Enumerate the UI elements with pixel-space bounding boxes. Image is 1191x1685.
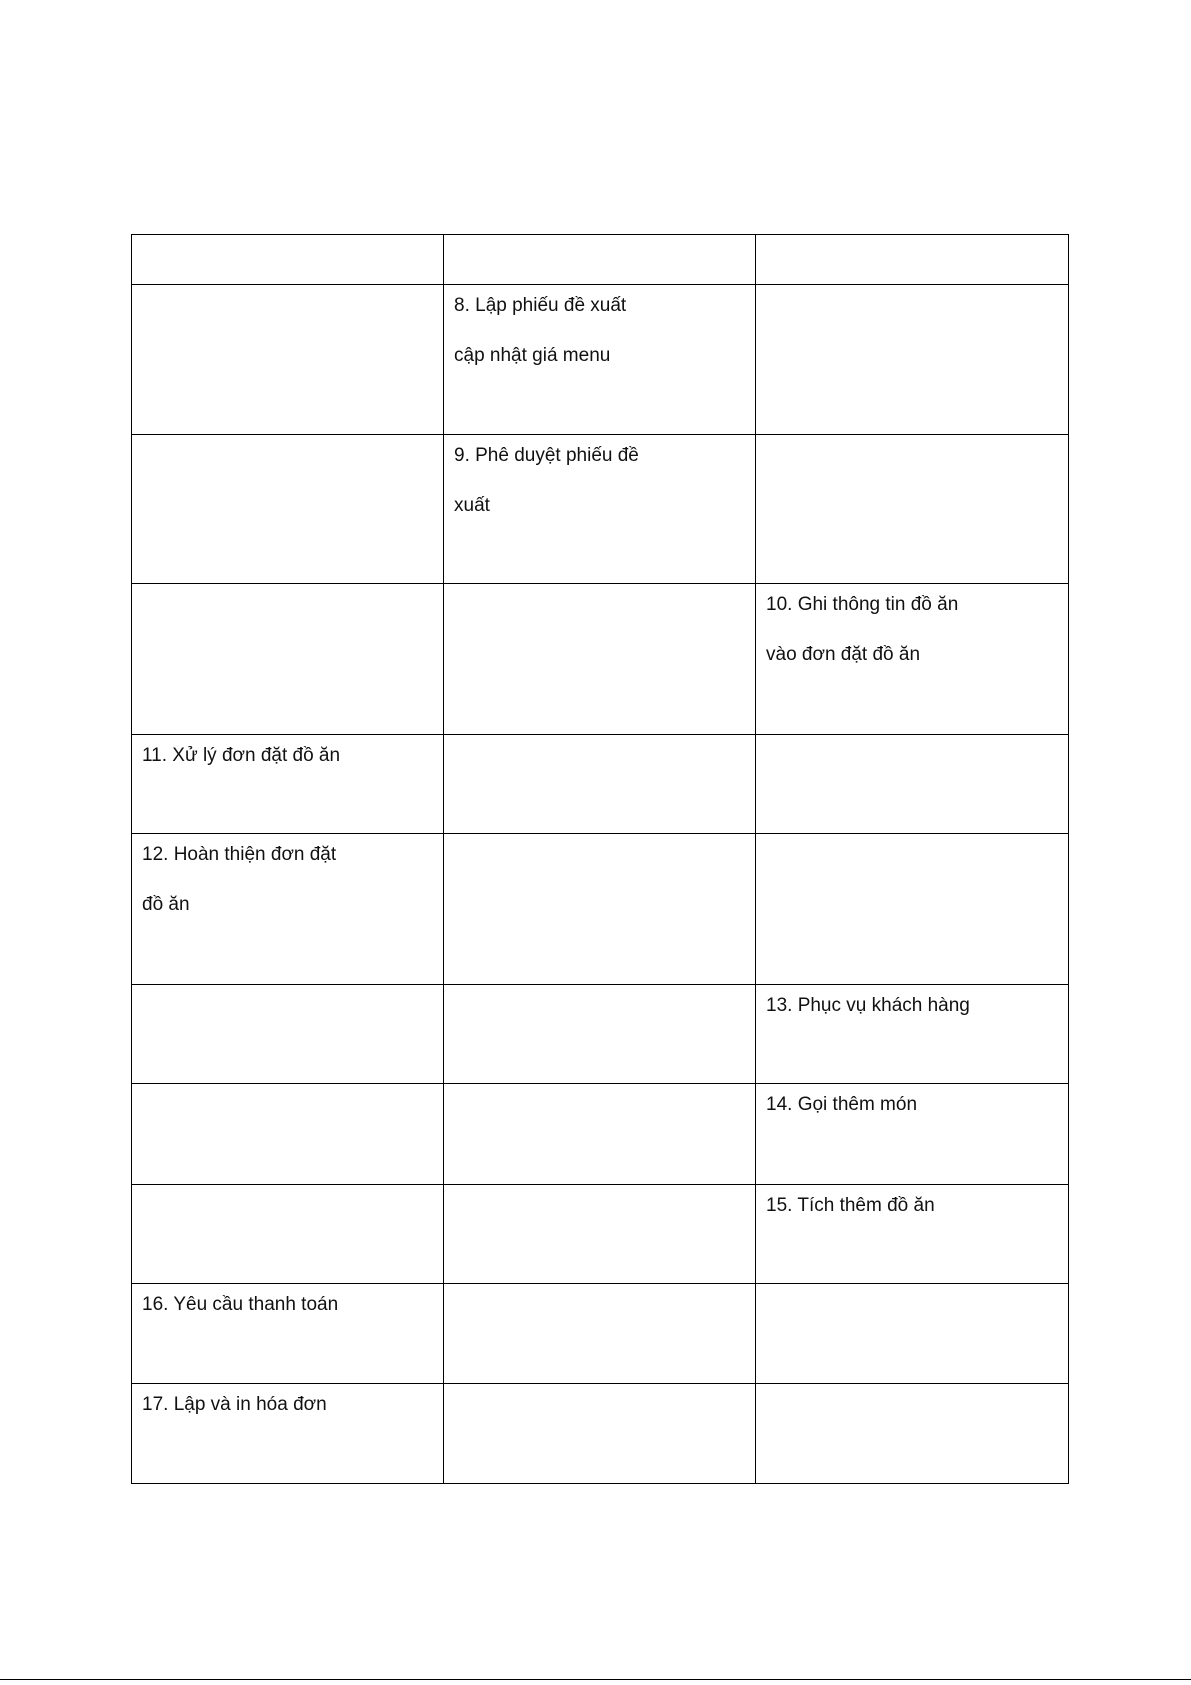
cell-text (142, 1280, 433, 1330)
cell-text-line: 8. Lập phiếu đề xuất (454, 295, 627, 316)
table-cell (444, 584, 756, 735)
page-bottom-rule (0, 1679, 1191, 1680)
cell-text (766, 580, 1058, 680)
cell-text-line: 10. Ghi thông tin đồ ăn (766, 594, 959, 615)
table-cell (132, 985, 444, 1084)
table-cell (756, 735, 1069, 834)
process-table (131, 234, 1069, 1484)
table-cell (444, 285, 756, 435)
cell-text-line: 13. Phục vụ khách hàng (766, 995, 970, 1016)
cell-text-line: 12. Hoàn thiện đơn đặt (142, 844, 337, 865)
table-row (132, 1185, 1069, 1284)
table-cell (444, 985, 756, 1084)
table-cell (756, 985, 1069, 1084)
table-row (132, 1384, 1069, 1484)
cell-text-line: 11. Xử lý đơn đặt đồ ăn (142, 745, 341, 766)
cell-text (142, 1380, 433, 1430)
table-cell (132, 1084, 444, 1185)
table-cell (756, 1185, 1069, 1284)
table-cell (132, 735, 444, 834)
table-cell (444, 1284, 756, 1384)
cell-text-line: 9. Phê duyệt phiếu đề (454, 445, 639, 466)
table-row (132, 985, 1069, 1084)
table-cell (756, 1284, 1069, 1384)
cell-text-line: 14. Gọi thêm món (766, 1094, 918, 1115)
table-cell (756, 285, 1069, 435)
cell-text-line: vào đơn đặt đồ ăn (766, 644, 921, 665)
table-cell (132, 285, 444, 435)
table-row (132, 1284, 1069, 1384)
table-cell (756, 235, 1069, 285)
table-cell (444, 834, 756, 985)
cell-text (454, 431, 745, 531)
cell-text (142, 830, 433, 930)
table-cell (444, 735, 756, 834)
table-cell (756, 834, 1069, 985)
table-cell (444, 1384, 756, 1484)
cell-text-line: 15. Tích thêm đồ ăn (766, 1195, 935, 1216)
table-cell (444, 435, 756, 584)
table-row (132, 235, 1069, 285)
table-cell (132, 1284, 444, 1384)
cell-text-line: xuất (454, 495, 490, 516)
table-row (132, 435, 1069, 584)
table-cell (444, 1084, 756, 1185)
cell-text-line: cập nhật giá menu (454, 345, 611, 366)
cell-text (766, 1080, 1058, 1130)
table-row (132, 834, 1069, 985)
table-row (132, 735, 1069, 834)
table-cell (756, 435, 1069, 584)
cell-text-line: 17. Lập và in hóa đơn (142, 1394, 327, 1415)
table-cell (444, 1185, 756, 1284)
cell-text-line: 16. Yêu cầu thanh toán (142, 1294, 339, 1315)
table-row (132, 285, 1069, 435)
table-cell (132, 1185, 444, 1284)
table-cell (444, 235, 756, 285)
table-cell (132, 435, 444, 584)
table-body (132, 235, 1069, 1484)
cell-text (454, 281, 745, 381)
cell-text (766, 981, 1058, 1031)
cell-text (142, 731, 433, 781)
table-cell (132, 584, 444, 735)
table-row (132, 584, 1069, 735)
cell-text-line: đồ ăn (142, 894, 190, 915)
table-cell (132, 1384, 444, 1484)
table-cell (132, 235, 444, 285)
table-cell (132, 834, 444, 985)
table-cell (756, 584, 1069, 735)
cell-text (766, 1181, 1058, 1231)
table-row (132, 1084, 1069, 1185)
table-cell (756, 1084, 1069, 1185)
table-cell (756, 1384, 1069, 1484)
